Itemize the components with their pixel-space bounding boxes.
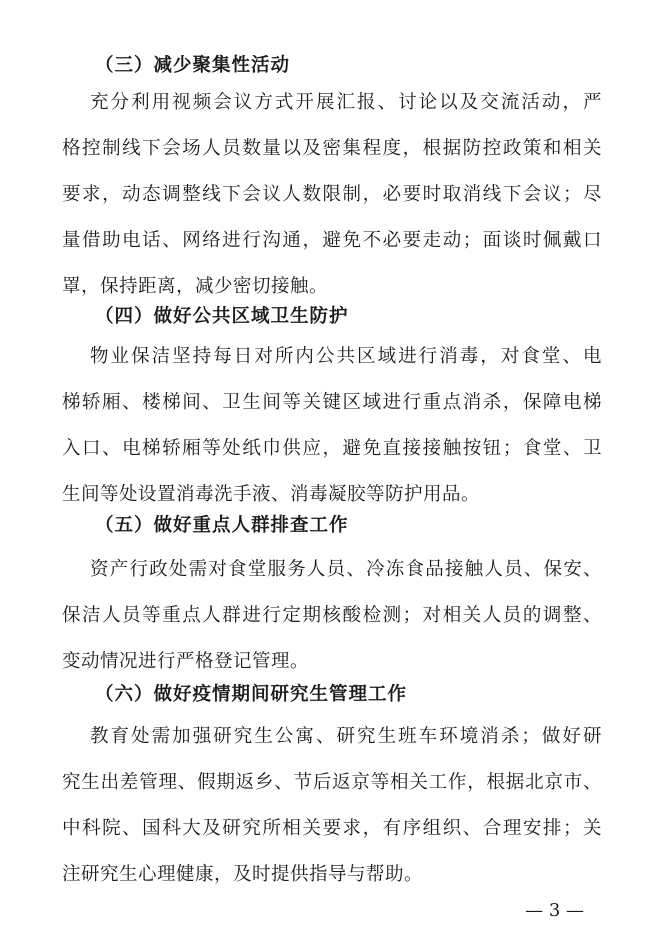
paragraph-line: 格控制线下会场人员数量以及密集程度，根据防控政策和相关 <box>62 138 602 159</box>
paragraph-line: 充分利用视频会议方式开展汇报、讨论以及交流活动，严 <box>90 92 602 113</box>
paragraph-line: 资产行政处需对食堂服务人员、冷冻食品接触人员、保安、 <box>90 559 602 580</box>
section-body-3 <box>62 80 602 310</box>
paragraph-line: 量借助电话、网络进行沟通，避免不必要走动；面谈时佩戴口 <box>62 230 602 251</box>
section-body-5 <box>62 547 602 685</box>
paragraph-line: 要求，动态调整线下会议人数限制，必要时取消线下会议；尽 <box>62 184 602 205</box>
paragraph-line: 中科院、国科大及研究所相关要求，有序组织、合理安排；关 <box>62 818 602 839</box>
section-heading-3: （三）减少聚集性活动 <box>95 55 291 76</box>
section-body-4 <box>62 334 602 518</box>
section-body-6 <box>62 714 602 898</box>
paragraph-line: 罩，保持距离，减少密切接触。 <box>62 276 329 297</box>
paragraph-line: 入口、电梯轿厢等处纸巾供应，避免直接接触按钮；食堂、卫 <box>62 438 602 459</box>
paragraph-line: 教育处需加强研究生公寓、研究生班车环境消杀；做好研 <box>90 726 602 747</box>
section-heading-6: （六）做好疫情期间研究生管理工作 <box>95 684 408 705</box>
page-number: — 3 — <box>525 900 584 921</box>
section-heading-5: （五）做好重点人群排查工作 <box>95 515 349 536</box>
paragraph-line: 生间等处设置消毒洗手液、消毒凝胶等防护用品。 <box>62 484 481 505</box>
paragraph-line: 究生出差管理、假期返乡、节后返京等相关工作，根据北京市、 <box>62 772 602 793</box>
paragraph-line: 保洁人员等重点人群进行定期核酸检测；对相关人员的调整、 <box>62 605 602 626</box>
paragraph-line: 注研究生心理健康，及时提供指导与帮助。 <box>62 864 424 885</box>
paragraph-line: 变动情况进行严格登记管理。 <box>62 651 310 672</box>
section-heading-4: （四）做好公共区域卫生防护 <box>95 306 349 327</box>
paragraph-line: 物业保洁坚持每日对所内公共区域进行消毒，对食堂、电 <box>90 346 602 367</box>
paragraph-line: 梯轿厢、楼梯间、卫生间等关键区域进行重点消杀，保障电梯 <box>62 392 602 413</box>
